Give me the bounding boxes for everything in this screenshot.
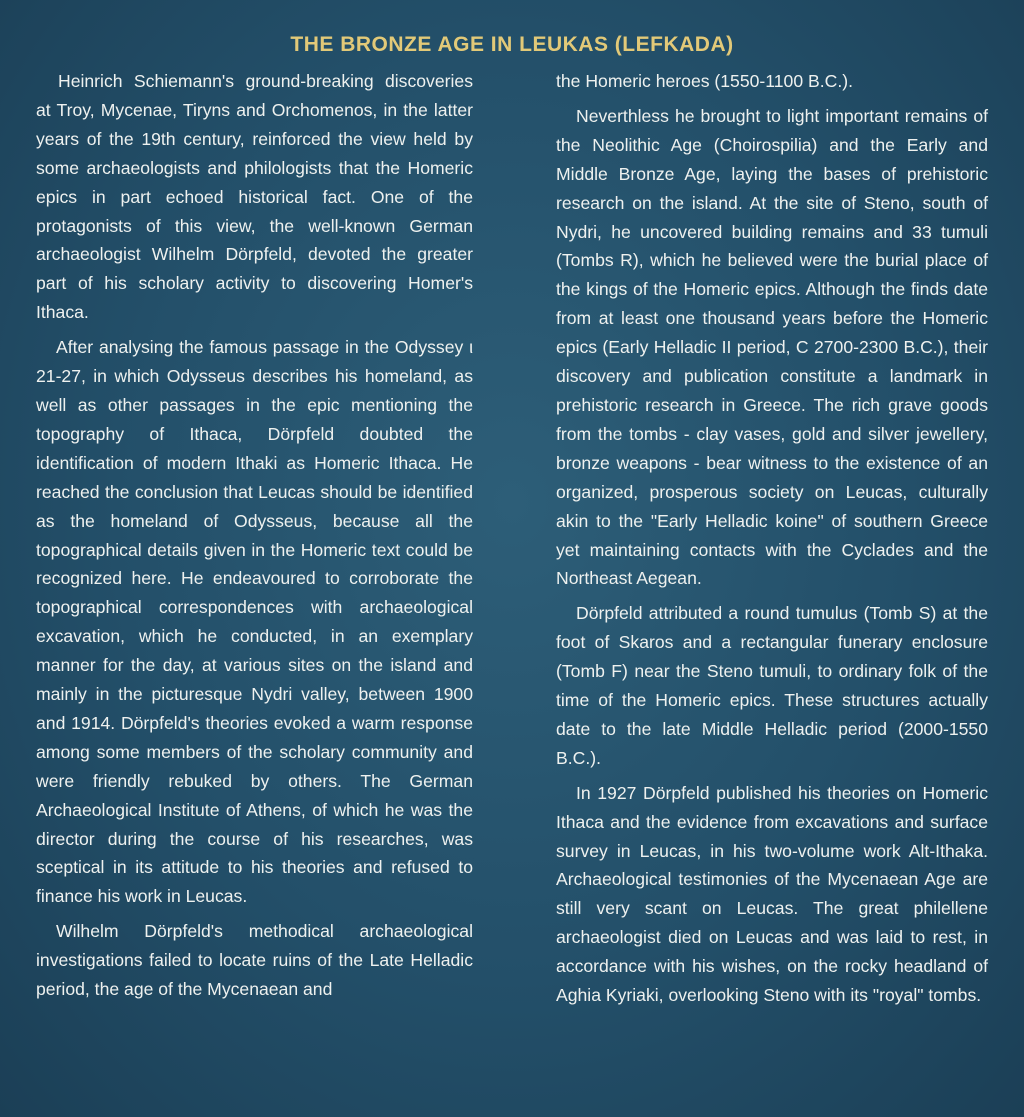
right-column (556, 67, 988, 1016)
paragraph: Dörpfeld attributed a round tumulus (Tomb S) at the foot of Skaros and a rectangular funerary enclosure (Tomb F) near the Steno tumuli, to ordinary folk of the time of the Homeric epics. These structures actually date to the late Middle Helladic period (2000-1550 B.C.). (556, 603, 988, 768)
paragraph: Neverthless he brought to light important remains of the Neolithic Age (Choirospilia) and the Early and Middle Bronze Age, laying the bases of prehistoric research on the island. At the site of Steno, south of Nydri, he uncovered building remains and 33 tumuli (Tombs R), which he believed were the burial place of the kings of the Homeric epics. Although the finds date from at least one thousand years before the Homeric epics (Early Helladic II period, C 2700-2300 B.C.), their discovery and publication constitute a landmark in prehistoric research in Greece. The rich grave goods from the tombs - clay vases, gold and silver jewellery, bronze weapons - bear witness to the existence of an organized, prosperous society on Leucas, culturally akin to the "Early Helladic koine" of southern Greece yet maintaining contacts with the Cyclades and the Northeast Aegean. (556, 105, 988, 589)
panel-title: THE BRONZE AGE IN LEUKAS (LEFKADA) (290, 33, 734, 56)
paragraph: After analysing the famous passage in the Odyssey ι 21-27, in which Odysseus describes his homeland, as well as other passages in the epic mentioning the topography of Ithaca, Dörpfeld doubted the identification of modern Ithaki as Homeric Ithaca. He reached the conclusion that Leucas should be identified as the homeland of Odysseus, because all the topographical details given in the Homeric text could be recognized here. He endeavoured to corroborate the topographical correspondences with archaeological excavation, which he conducted, in an exemplary manner for the day, at various sites on the island and mainly in the picturesque Nydri valley, between 1900 and 1914. Dörpfeld's theories evoked a warm response among some members of the scholary community and were friendly rebuked by others. The German Archaeological Institute of Athens, of which he was the director during the course of his researches, was sceptical in its attitude to his theories and refused to finance his work in Leucas. (36, 337, 473, 907)
paragraph: Wilhelm Dörpfeld's methodical archaeological investigations failed to locate ruins of the Late Helladic period, the age of the Mycenaean and (36, 921, 473, 1000)
paragraph-continued: the Homeric heroes (1550-1100 B.C.). (556, 71, 853, 91)
left-column (36, 67, 473, 1010)
paragraph: Heinrich Schiemann's ground-breaking discoveries at Troy, Mycenae, Tiryns and Orchomenos, in the latter years of the 19th century, reinforced the view held by some archaeologists and philologists that the Homeric epics in part echoed historical fact. One of the protagonists of this view, the well-known German archaeologist Wilhelm Dörpfeld, devoted the greater part of his scholary activity to discovering Homer's Ithaca. (36, 71, 473, 323)
paragraph: In 1927 Dörpfeld published his theories on Homeric Ithaca and the evidence from excavations and surface survey in Leucas, in his two-volume work Alt-Ithaka. Archaeological testimonies of the Mycenaean Age are still very scant on Leucas. The great philellene archaeologist died on Leucas and was laid to rest, in accordance with his wishes, on the rocky headland of Aghia Kyriaki, overlooking Steno with its "royal" tombs. (556, 782, 988, 1006)
